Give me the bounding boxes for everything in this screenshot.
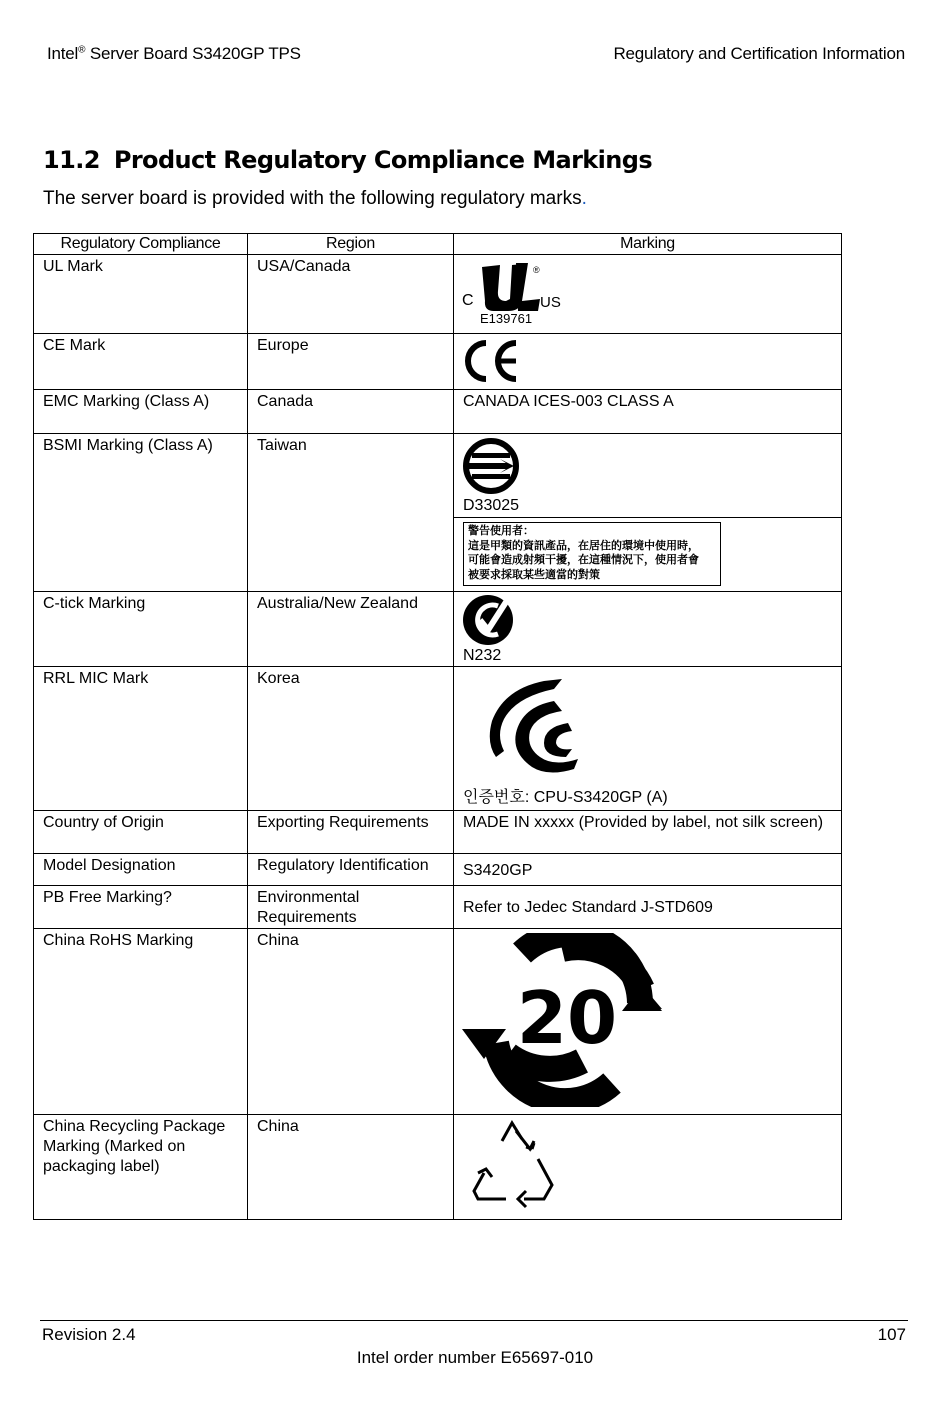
table-row-rohs (34, 929, 842, 1115)
cell-compliance: China RoHS Marking (34, 929, 248, 1115)
table-row-ctick (34, 592, 842, 667)
cell-region: Taiwan (248, 434, 454, 592)
footer-page-number: 107 (877, 1325, 906, 1344)
cell-region: Regulatory Identification (248, 854, 454, 886)
table-row-ul (34, 255, 842, 334)
warning-line: 被要求採取某些適當的對策 (468, 567, 600, 581)
column-header-region: Region (248, 234, 454, 255)
bsmi-mark-icon (462, 437, 524, 497)
cell-marking (454, 434, 842, 592)
section-number: 11.2 (43, 146, 100, 174)
cell-marking (454, 255, 842, 334)
footer-order-number: Intel order number E65697-010 (356, 1348, 594, 1367)
ul-us-letters: US (540, 294, 561, 311)
cell-marking (454, 1115, 842, 1220)
table-row-rrl (34, 667, 842, 811)
cell-region: Canada (248, 390, 454, 434)
section-heading (43, 146, 652, 174)
footer-revision: Revision 2.4 (42, 1325, 136, 1344)
cell-compliance: EMC Marking (Class A) (34, 390, 248, 434)
cell-marking (454, 667, 842, 811)
kc-cert-label: 인증번호 (463, 787, 525, 806)
bsmi-warning-box (463, 522, 721, 586)
intro-period: . (581, 188, 587, 209)
ctick-code: N232 (463, 647, 502, 664)
header-product: Server Board S3420GP TPS (85, 44, 301, 63)
cell-region: USA/Canada (248, 255, 454, 334)
cell-compliance: Country of Origin (34, 811, 248, 854)
c-tick-mark-icon (462, 594, 516, 646)
kc-mic-mark-icon (482, 677, 582, 781)
ul-c-letter: C (462, 292, 474, 309)
regulatory-markings-table (33, 233, 842, 1220)
cell-compliance: CE Mark (34, 334, 248, 390)
table-row-ce (34, 334, 842, 390)
cell-compliance: China Recycling Package Marking (Marked on packaging label) (34, 1115, 248, 1220)
cell-region: Environmental Requirements (248, 886, 454, 929)
table-row-model (34, 854, 842, 886)
table-header-row (34, 234, 842, 255)
cell-region: China (248, 1115, 454, 1220)
cell-region: Korea (248, 667, 454, 811)
intro-paragraph (43, 188, 587, 210)
header-document-title (47, 44, 301, 64)
cell-marking (454, 592, 842, 667)
table-row-origin (34, 811, 842, 854)
column-header-compliance: Regulatory Compliance (34, 234, 248, 255)
table-row-bsmi (34, 434, 842, 592)
kc-certificate (463, 787, 668, 808)
rohs-period-number: 20 (516, 976, 618, 1060)
cell-marking: Refer to Jedec Standard J-STD609 (454, 886, 842, 929)
table-row-emc (34, 390, 842, 434)
cell-region: Australia/New Zealand (248, 592, 454, 667)
table-row-pb (34, 886, 842, 929)
cell-region: Exporting Requirements (248, 811, 454, 854)
intro-text: The server board is provided with the following regulatory marks (43, 188, 582, 209)
kc-cert-value: : CPU-S3420GP (A) (524, 789, 668, 806)
warning-line: 警告使用者： (468, 524, 534, 537)
footer-rule (40, 1320, 908, 1321)
cell-marking (454, 334, 842, 390)
warning-line: 可能會造成射頻干擾，在這種情況下，使用者會 (468, 553, 699, 566)
recycling-symbol-icon (472, 1119, 556, 1209)
ul-listing-mark-icon (460, 261, 570, 327)
cell-region: China (248, 929, 454, 1115)
header-brand: Intel (47, 44, 79, 63)
ul-registered-symbol: ® (533, 265, 540, 275)
cell-compliance: UL Mark (34, 255, 248, 334)
cell-compliance: RRL MIC Mark (34, 667, 248, 811)
column-header-marking: Marking (454, 234, 842, 255)
bsmi-code: D33025 (463, 497, 520, 514)
ul-file-number: E139761 (480, 311, 533, 326)
cell-compliance: PB Free Marking? (34, 886, 248, 929)
ce-mark-icon (462, 339, 522, 383)
cell-marking: MADE IN xxxxx (Provided by label, not silk screen) (454, 811, 842, 854)
cell-compliance: BSMI Marking (Class A) (34, 434, 248, 592)
section-title: Product Regulatory Compliance Markings (113, 146, 653, 174)
warning-line: 這是甲類的資訊產品，在居住的環境中使用時， (468, 538, 699, 552)
header-chapter-title: Regulatory and Certification Information (613, 44, 905, 63)
china-rohs-efup-icon (462, 933, 672, 1107)
cell-marking: S3420GP (454, 854, 842, 886)
cell-compliance: Model Designation (34, 854, 248, 886)
table-row-recycle (34, 1115, 842, 1220)
cell-region: Europe (248, 334, 454, 390)
registered-symbol: ® (78, 44, 86, 56)
cell-compliance: C-tick Marking (34, 592, 248, 667)
bsmi-divider (454, 517, 841, 518)
cell-marking (454, 929, 842, 1115)
ce-mark-text: CE (462, 339, 464, 340)
cell-marking: CANADA ICES-003 CLASS A (454, 390, 842, 434)
